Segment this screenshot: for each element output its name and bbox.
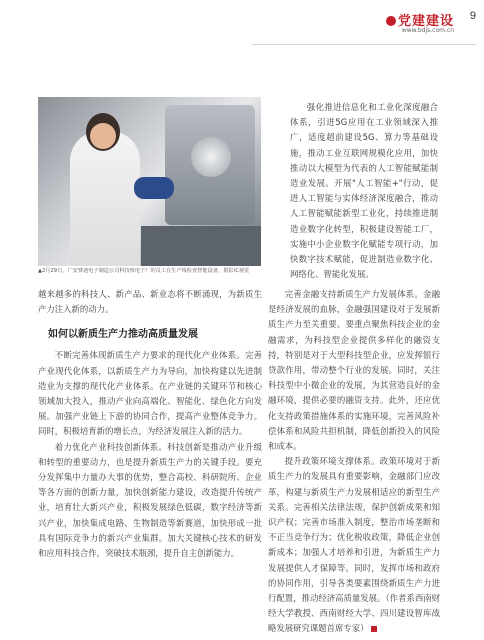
worker-face (90, 123, 116, 149)
party-emblem-icon (386, 16, 396, 26)
paragraph: 强化推进信息化和工业化深度融合体系，引进5G应用在工业领域深入推广，适度超前建设5G、算力等基础设施，推动工业互联网规模化应用，加快推动以大模型为代表的人工智能赋能制造业发展。开展"人工智能+"行动，促进人工智能与实体经济深度融合，推动人工智能赋能新型工业化，持续推进制造业数字化转型，积极建设智能工厂，实施中小企业数字化赋能专项行动，加快数字技术赋能，促进制造业数字化、网络化、智能化发展。 (290, 102, 438, 280)
paragraph: 不断完善体现新质生产力要求的现代化产业体系。完善产业现代化体系，以新质生产力为导向，加快构建以先进制造业为支撑的现代化产业体系。在产业链的关键环节和核心领域加大投入，推动产业向高端化、智能化、绿色化方向发展。加强产业链上下游的协同合作，提高产业整体竞争力。同时，积极培育新的增长点，为经济发展注入新的活力。 (38, 350, 262, 437)
factory-worker-photo (38, 97, 261, 266)
left-column (38, 287, 262, 561)
website-url: www.bdjs.com.cn (401, 27, 454, 34)
page-number: 9 (469, 10, 476, 22)
right-top-column (290, 100, 438, 282)
photo-caption: ▲2月29日，广安赛迪电子制造公司科技核电子厂的员工在生产线检查智能设备。摄影/C视觉 (38, 268, 250, 274)
paragraph: 完善金融支持新质生产力发展体系。金融是经济发展的血脉，金融强国建设对于发展新质生产力至关重要。要重点聚焦科技企业的金融需求，为科技型企业提供多样化的融资支持，特别是对于大型科技型企业，应发挥银行贷款作用，带动整个行业的发展。同时，关注科技型中小微企业的发展，为其营造良好的金融环境，提供必要的融资支持。此外，还应优化支持政策措施体系的实施环境，完善风险补偿体系和风险共担机制，降低创新投入的风险和成本。 (268, 289, 440, 452)
section-heading: 如何以新质生产力推动高质量发展 (48, 329, 198, 341)
paragraph (268, 454, 440, 636)
paragraph-text: 提升政策环境支撑体系。政策环境对于新质生产力的发展具有重要影响，金融部门应改革，构建与新质生产力发展相适应的新型生产关系。完善相关法律法规，保护创新成果和知识产权；完善市场准入制度，整治市场垄断和不正当竞争行为；优化税收政策，降低企业创新成本；加强人才培养和引进，为新质生产力发展提供人才保障等。同时，发挥市场和政府的协同作用，引导各类要素围绕新质生产力进行配置，推动经济高质量发展。（作者系西南财经大学教授、西南财经大学、四川建设智库战略发展研究课题首席专家） (268, 456, 440, 634)
worker-figure (70, 131, 140, 266)
page-header (276, 8, 476, 42)
worker-gloves (134, 177, 174, 199)
header-divider (252, 44, 476, 45)
right-column (268, 287, 440, 637)
machine-base (141, 226, 261, 266)
paragraph: 越来越多的科技人、新产品、新业态将不断涌现，为新质生产力注入新的动力。 (38, 289, 262, 315)
paragraph: 着力优化产业科技创新体系。科技创新是推动产业升级和转型的重要动力，也是提升新质生产力的关键手段。要充分发挥集中力量办大事的优势，整合高校、科研院所、企业等各方面的创新力量，加快创新能力建设，改造提升传统产业，培育壮大新兴产业，积极发展绿色低碳，数字经济等新兴产业，加快集成电路、生物制造等新赛道，加快形成一批具有国际竞争力的新兴产业集群。加大关键核心技术的研发和应用科技合作，突破技术瓶颈，提升自主创新能力。 (38, 441, 262, 559)
machine-part (191, 137, 231, 177)
end-mark-icon (371, 626, 377, 632)
magazine-logo: 党建建设 (386, 10, 454, 29)
